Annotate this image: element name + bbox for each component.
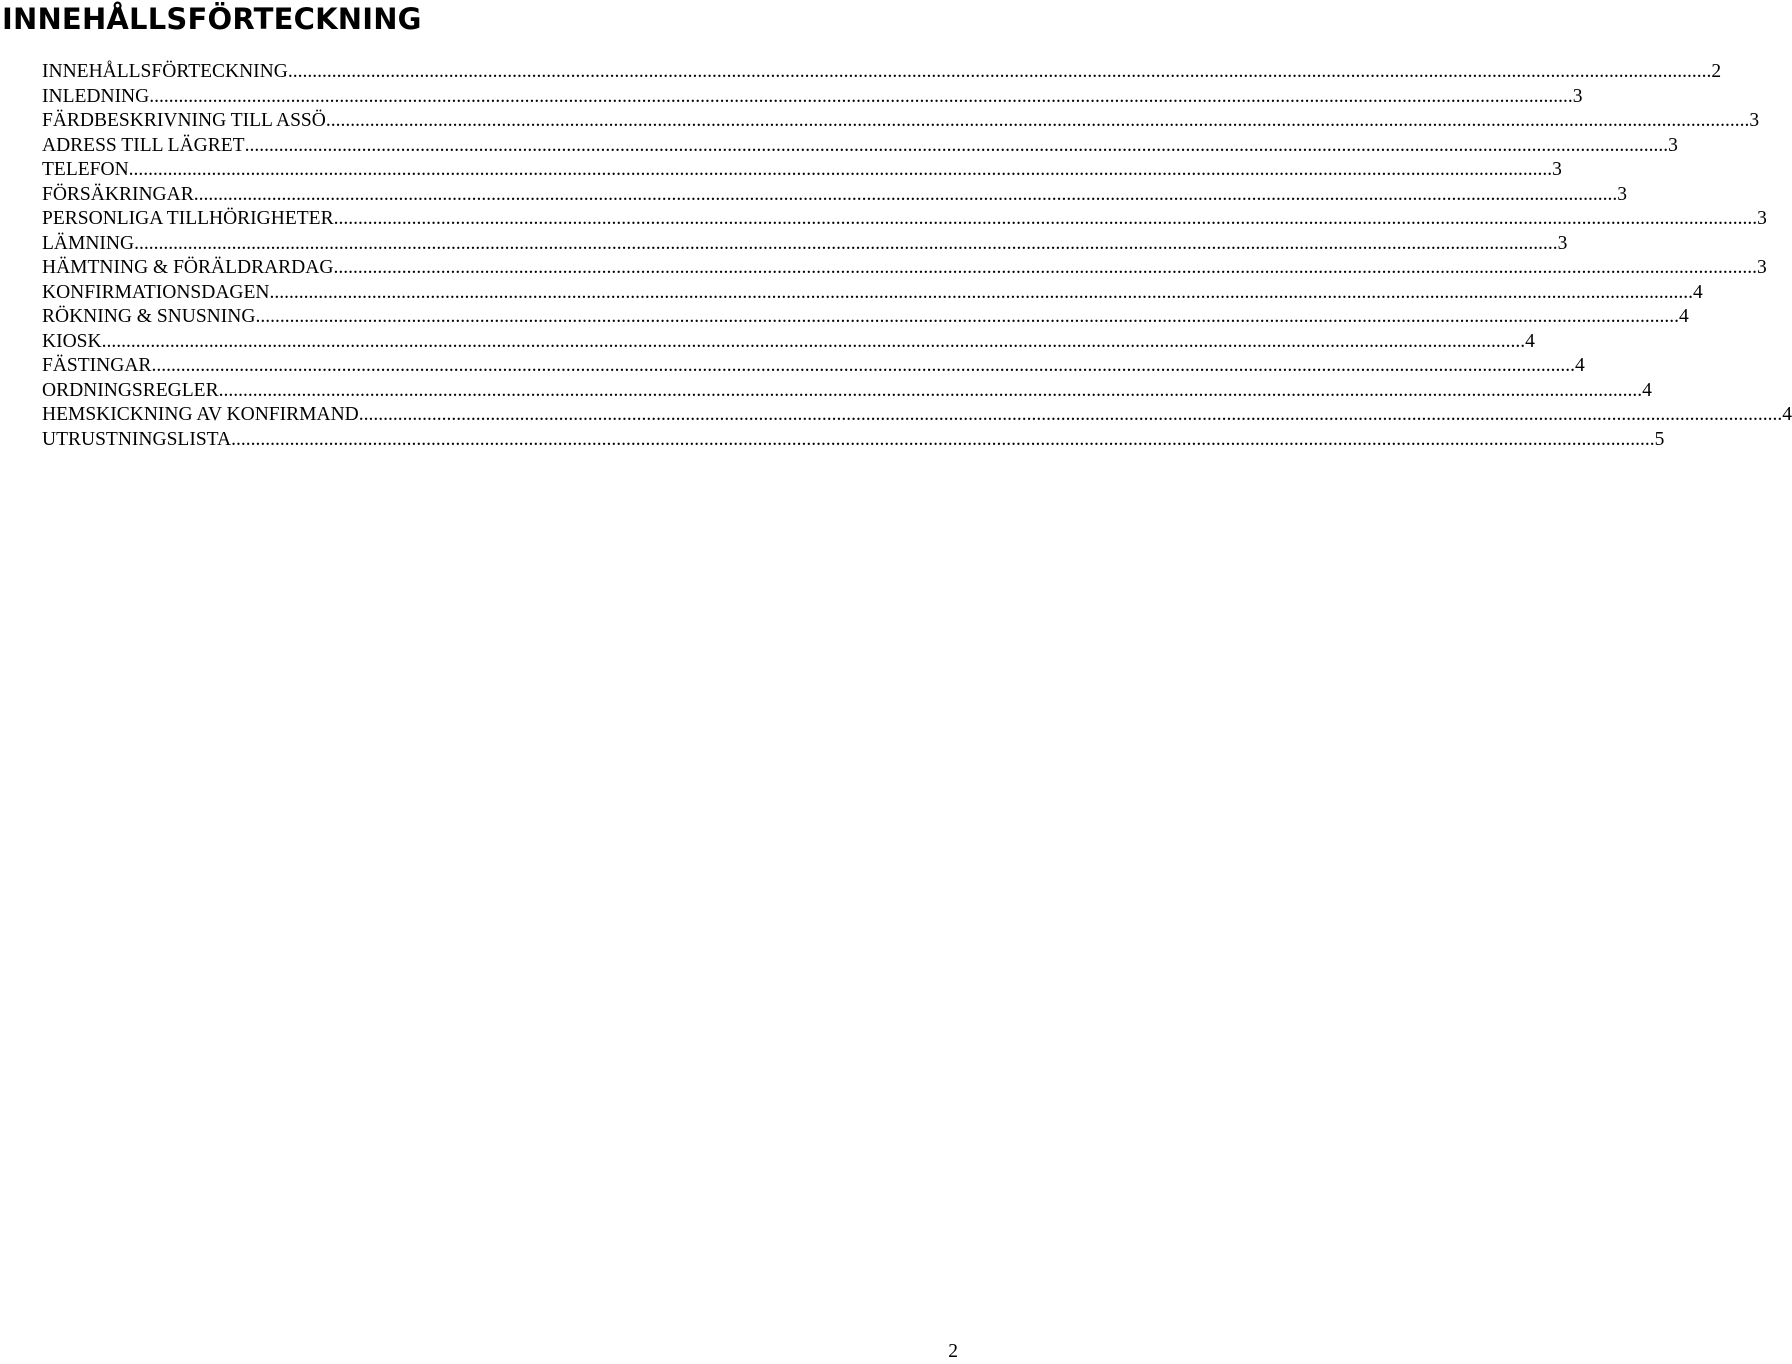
toc-entry-title: INLEDNING — [42, 85, 150, 107]
toc-entry-title: FÖRSÄKRINGAR — [42, 183, 194, 205]
toc-dot-leader — [194, 183, 1618, 208]
toc-dot-leader — [231, 428, 1655, 453]
toc-entry-page: 3 — [1572, 85, 1583, 107]
toc-dot-leader — [334, 207, 1758, 232]
toc-dot-leader — [359, 403, 1783, 428]
toc-dot-leader — [326, 109, 1750, 134]
toc-entry[interactable] — [42, 403, 1792, 428]
toc-entry[interactable] — [42, 60, 1722, 85]
toc-dot-leader — [245, 134, 1669, 159]
toc-entry[interactable] — [42, 305, 1689, 330]
toc-entry-page: 5 — [1654, 428, 1665, 450]
toc-entry-page: 3 — [1749, 110, 1760, 131]
toc-entry-page: 4 — [1693, 281, 1703, 303]
toc-entry-title: RÖKNING & SNUSNING — [42, 306, 256, 327]
toc-entry[interactable] — [42, 109, 1760, 134]
toc-dot-leader — [149, 85, 1573, 110]
toc-dot-leader — [219, 379, 1643, 404]
toc-entry-title: FÄSTINGAR — [42, 355, 152, 376]
toc-entry-page: 4 — [1782, 404, 1792, 425]
toc-entry-title: ORDNINGSREGLER — [42, 379, 219, 401]
toc-entry-page: 3 — [1552, 159, 1562, 180]
toc-entry-page: 3 — [1756, 257, 1767, 278]
toc-dot-leader — [102, 330, 1526, 355]
toc-entry-page: 3 — [1617, 183, 1627, 205]
toc-entry-page: 4 — [1642, 379, 1652, 401]
toc-dot-leader — [151, 354, 1575, 379]
toc-entry-title: TELEFON — [42, 159, 129, 180]
toc-entry-title: KIOSK — [42, 330, 102, 352]
toc-dot-leader — [129, 158, 1553, 183]
toc-entry[interactable] — [42, 232, 1568, 257]
toc-entry-title: FÄRDBESKRIVNING TILL ASSÖ — [42, 110, 326, 131]
page-number: 2 — [948, 1341, 958, 1362]
toc-entry[interactable] — [42, 158, 1562, 183]
toc-entry-page: 2 — [1711, 61, 1722, 82]
toc-entry[interactable] — [42, 354, 1585, 379]
toc-entry-title: UTRUSTNINGSLISTA — [42, 428, 232, 450]
toc-entry-page: 4 — [1574, 355, 1585, 376]
toc-entry-title: KONFIRMATIONSDAGEN — [42, 281, 270, 303]
toc-dot-leader — [134, 232, 1558, 257]
toc-entry[interactable] — [42, 134, 1678, 159]
toc-entry-page: 4 — [1678, 306, 1689, 327]
toc-entry[interactable] — [42, 183, 1627, 208]
toc-dot-leader — [255, 305, 1679, 330]
toc-entry-page: 3 — [1557, 232, 1568, 254]
toc-entry-title: PERSONLIGA TILLHÖRIGHETER — [42, 208, 334, 229]
toc-entry[interactable] — [42, 330, 1535, 355]
page-title: INNEHÅLLSFÖRTECKNING — [2, 2, 422, 36]
toc-entry-title: LÄMNING — [42, 232, 135, 254]
toc-entry-page: 3 — [1757, 208, 1767, 229]
toc-entry[interactable] — [42, 428, 1665, 453]
toc-entry[interactable] — [42, 256, 1767, 281]
toc-entry[interactable] — [42, 207, 1767, 232]
toc-entry-title: ADRESS TILL LÄGRET — [42, 134, 245, 156]
toc-entry-title: HÄMTNING & FÖRÄLDRARDAG — [42, 257, 334, 278]
toc-dot-leader — [288, 60, 1712, 85]
toc-entry-page: 4 — [1525, 330, 1535, 352]
toc-entry[interactable] — [42, 281, 1703, 306]
toc-entry-title: INNEHÅLLSFÖRTECKNING — [42, 61, 288, 82]
toc-entry[interactable] — [42, 85, 1583, 110]
table-of-contents — [42, 60, 1792, 452]
toc-entry-page: 3 — [1668, 134, 1678, 156]
toc-dot-leader — [270, 281, 1694, 306]
toc-entry[interactable] — [42, 379, 1652, 404]
toc-entry-title: HEMSKICKNING AV KONFIRMAND — [42, 404, 359, 425]
toc-dot-leader — [333, 256, 1757, 281]
